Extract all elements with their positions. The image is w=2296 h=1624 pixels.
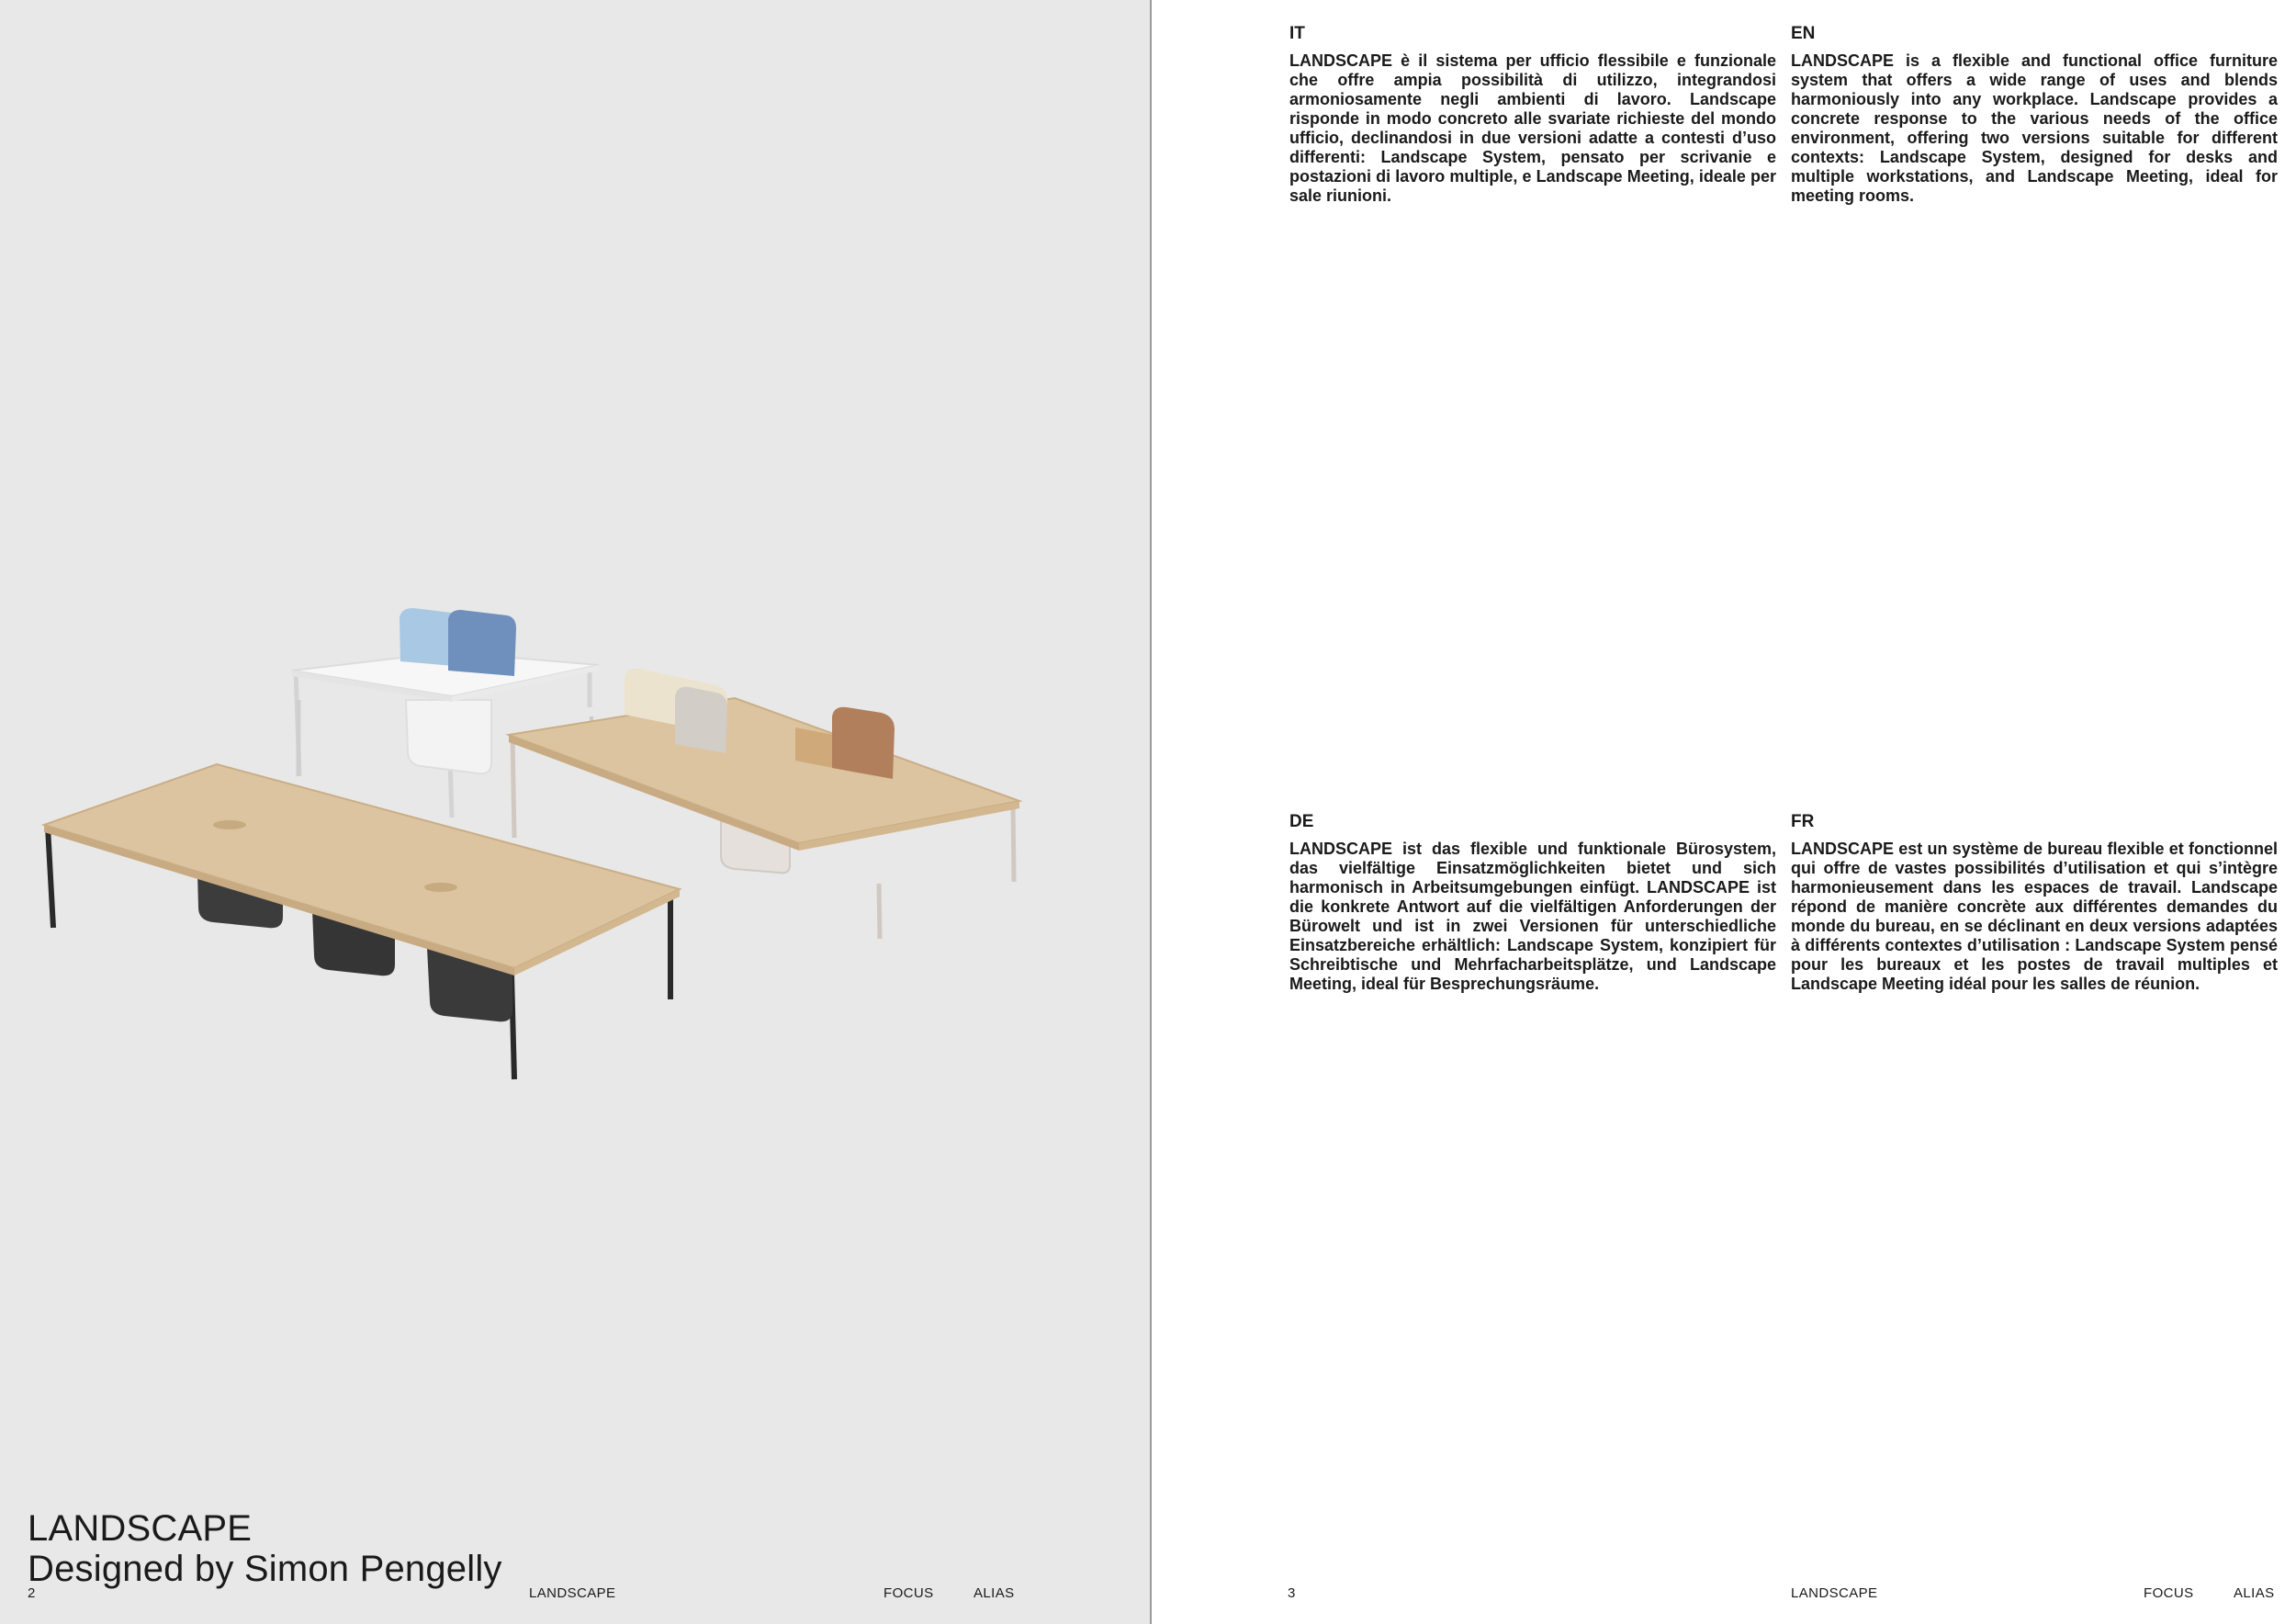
language-code-it: IT <box>1289 24 1305 43</box>
left-footer-section: LANDSCAPE <box>529 1585 616 1601</box>
right-footer-brand: ALIAS <box>2234 1585 2275 1601</box>
product-illustration <box>37 597 1038 1093</box>
right-footer-section: LANDSCAPE <box>1791 1585 1878 1601</box>
language-code-fr: FR <box>1791 812 1815 831</box>
body-text-fr: LANDSCAPE est un système de bureau flexible et fonctionnel qui offre de vastes possibilités d’utilisation et qui s’intègre harmonieusement dans les espaces de travail. Landscape répond de manière concrète aux différentes demandes du monde du bureau, en se déclinant en deux versions adaptées à différents contextes d’utilisation : Landscape System pensé pour les bureaux et les postes de travail multiples et Landscape Meeting idéal pour les salles de réunion. <box>1791 840 2278 993</box>
right-footer-category: FOCUS <box>2144 1585 2194 1601</box>
wood-meeting-table <box>44 764 680 1079</box>
body-text-de: LANDSCAPE ist das flexible und funktionale Bürosystem, das vielfältige Einsatzmöglichkeiten bietet und sich harmonisch in Arbeitsumgebungen einfügt. LANDSCAPE ist die konkrete Antwort auf die vielfältigen Anforderungen der Bürowelt und ist in zwei Versionen für unterschiedliche Einsatzbereiche erhältlich: Landscape System, konzipiert für Schreibtische und Mehrfacharbeitsplätze, und Landscape Meeting, ideal für Besprechungsräume. <box>1289 840 1776 993</box>
screen-brown <box>832 707 895 779</box>
left-footer-brand: ALIAS <box>974 1585 1015 1601</box>
text-block-fr <box>1791 812 2278 994</box>
text-block-it <box>1289 24 1776 206</box>
body-text-en: LANDSCAPE is a flexible and functional office furniture system that offers a wide range of uses and blends harmoniously into any workplace. Landscape provides a concrete response to the various needs of the office environment, offering two versions suitable for different contexts: Landscape System, designed for desks and multiple workstations, and Landscape Meeting, ideal for meeting rooms. <box>1791 51 2278 205</box>
designer-line: Designed by Simon Pengelly <box>28 1549 502 1589</box>
left-footer-category: FOCUS <box>884 1585 934 1601</box>
text-block-en <box>1791 24 2278 206</box>
right-page-number: 3 <box>1288 1585 1296 1601</box>
language-code-en: EN <box>1791 24 1816 43</box>
body-text-it: LANDSCAPE è il sistema per ufficio flessibile e funzionale che offre ampia possibilità di utilizzo, integrandosi armoniosamente negli ambienti di lavoro. Landscape risponde in modo concreto alle svariate richieste del mondo ufficio, declinandosi in due versioni adatte a contesti d’uso differenti: Landscape System, pensato per scrivanie e postazioni di lavoro multiple, e Landscape Meeting, ideale per sale riunioni. <box>1289 51 1776 205</box>
hero-title <box>28 1508 502 1589</box>
language-code-de: DE <box>1289 812 1314 831</box>
screen-grey <box>675 687 727 753</box>
screen-blue <box>448 610 516 676</box>
text-block-de <box>1289 812 1776 994</box>
right-page <box>1152 0 2296 1624</box>
product-name: LANDSCAPE <box>28 1508 253 1549</box>
white-desk <box>292 608 599 818</box>
left-page-number: 2 <box>28 1585 36 1601</box>
